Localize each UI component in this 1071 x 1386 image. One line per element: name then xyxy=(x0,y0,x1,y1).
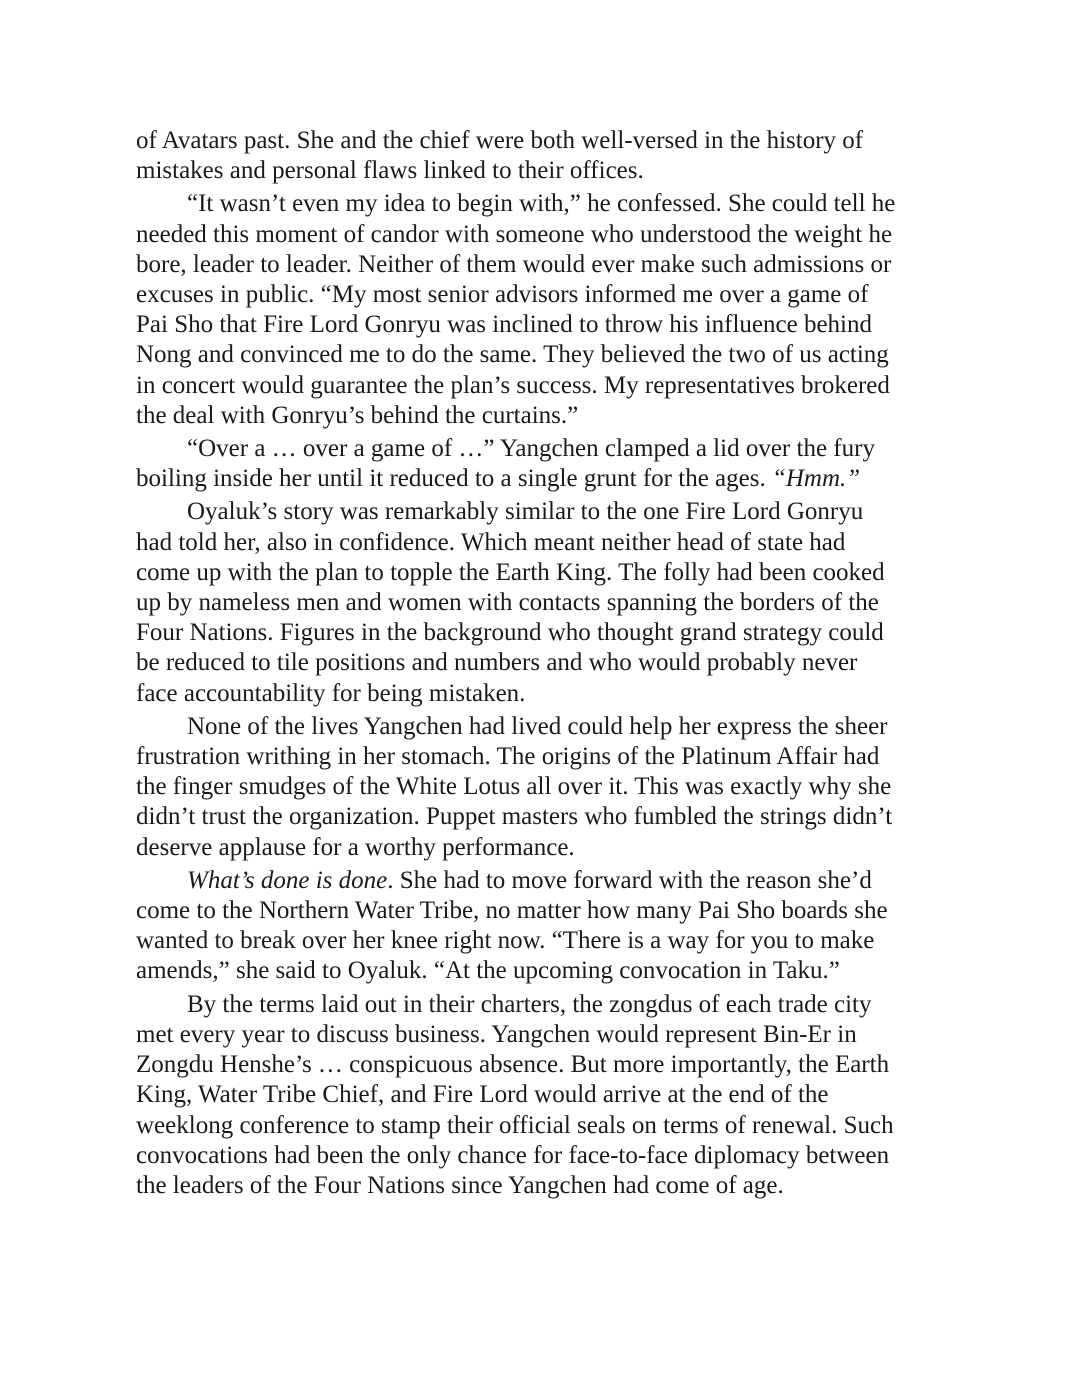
paragraph-2 xyxy=(136,189,936,431)
text-line: come up with the plan to topple the Earth King. The folly had been cooked xyxy=(136,558,885,586)
text-line: weeklong conference to stamp their official seals on terms of renewal. Such xyxy=(136,1111,894,1139)
text-line: convocations had been the only chance for face-to-face diplomacy between xyxy=(136,1141,890,1169)
text-line: Oyaluk’s story was remarkably similar to the one Fire Lord Gonryu xyxy=(187,498,864,526)
paragraph-5 xyxy=(136,712,936,863)
text-line: King, Water Tribe Chief, and Fire Lord would arrive at the end of the xyxy=(136,1081,829,1109)
text-line xyxy=(136,464,936,494)
text-line: up by nameless men and women with contacts spanning the borders of the xyxy=(136,589,879,617)
italic-run: “Hmm.” xyxy=(771,465,861,493)
text-line: By the terms laid out in their charters, the zongdus of each trade city xyxy=(187,990,872,1018)
text-line: come to the Northern Water Tribe, no matter how many Pai Sho boards she xyxy=(136,897,888,925)
paragraph-1 xyxy=(136,126,936,186)
text-line: excuses in public. “My most senior advisors informed me over a game of xyxy=(136,281,869,309)
text-line: the deal with Gonryu’s behind the curtains.” xyxy=(136,401,579,429)
text-run: . She had to move forward with the reason she’d xyxy=(387,866,872,894)
text-line: amends,” she said to Oyaluk. “At the upcoming convocation in Taku.” xyxy=(136,957,840,985)
text-line: face accountability for being mistaken. xyxy=(136,679,526,707)
text-line: Pai Sho that Fire Lord Gonryu was inclined to throw his influence behind xyxy=(136,311,872,339)
text-line: frustration writhing in her stomach. The origins of the Platinum Affair had xyxy=(136,743,880,771)
text-line: the leaders of the Four Nations since Yangchen had come of age. xyxy=(136,1171,784,1199)
text-line: be reduced to tile positions and numbers and who would probably never xyxy=(136,649,858,677)
text-line: met every year to discuss business. Yangchen would represent Bin-Er in xyxy=(136,1020,857,1048)
paragraph-7 xyxy=(136,990,936,1201)
text-line: of Avatars past. She and the chief were both well-versed in the history of xyxy=(136,127,864,154)
paragraph-6 xyxy=(136,866,936,987)
text-line: needed this moment of candor with someone who understood the weight he xyxy=(136,220,893,248)
text-line: “Over a … over a game of …” Yangchen clamped a lid over the fury xyxy=(187,435,875,463)
paragraph-3 xyxy=(136,434,936,494)
text-line: the finger smudges of the White Lotus all over it. This was exactly why she xyxy=(136,773,892,801)
italic-run: What’s done is done xyxy=(187,866,388,894)
book-page xyxy=(136,126,936,1204)
text-line: wanted to break over her knee right now. “There is a way for you to make xyxy=(136,927,875,955)
text-line: “It wasn’t even my idea to begin with,” he confessed. She could tell he xyxy=(187,190,896,218)
text-line: didn’t trust the organization. Puppet masters who fumbled the strings didn’t xyxy=(136,803,893,831)
text-line: deserve applause for a worthy performance. xyxy=(136,833,575,861)
text-run: boiling inside her until it reduced to a single grunt for the ages. xyxy=(136,465,772,493)
text-line: Zongdu Henshe’s … conspicuous absence. But more importantly, the Earth xyxy=(136,1051,890,1079)
text-line: None of the lives Yangchen had lived could help her express the sheer xyxy=(187,712,888,740)
text-line: Nong and convinced me to do the same. They believed the two of us acting xyxy=(136,341,889,369)
text-line: Four Nations. Figures in the background who thought grand strategy could xyxy=(136,619,884,647)
text-line: had told her, also in confidence. Which meant neither head of state had xyxy=(136,528,846,556)
text-line: bore, leader to leader. Neither of them would ever make such admissions or xyxy=(136,250,892,278)
paragraph-4 xyxy=(136,497,936,708)
text-line: mistakes and personal flaws linked to their offices. xyxy=(136,157,644,185)
text-line: in concert would guarantee the plan’s success. My representatives brokered xyxy=(136,371,890,399)
text-line xyxy=(136,866,936,896)
